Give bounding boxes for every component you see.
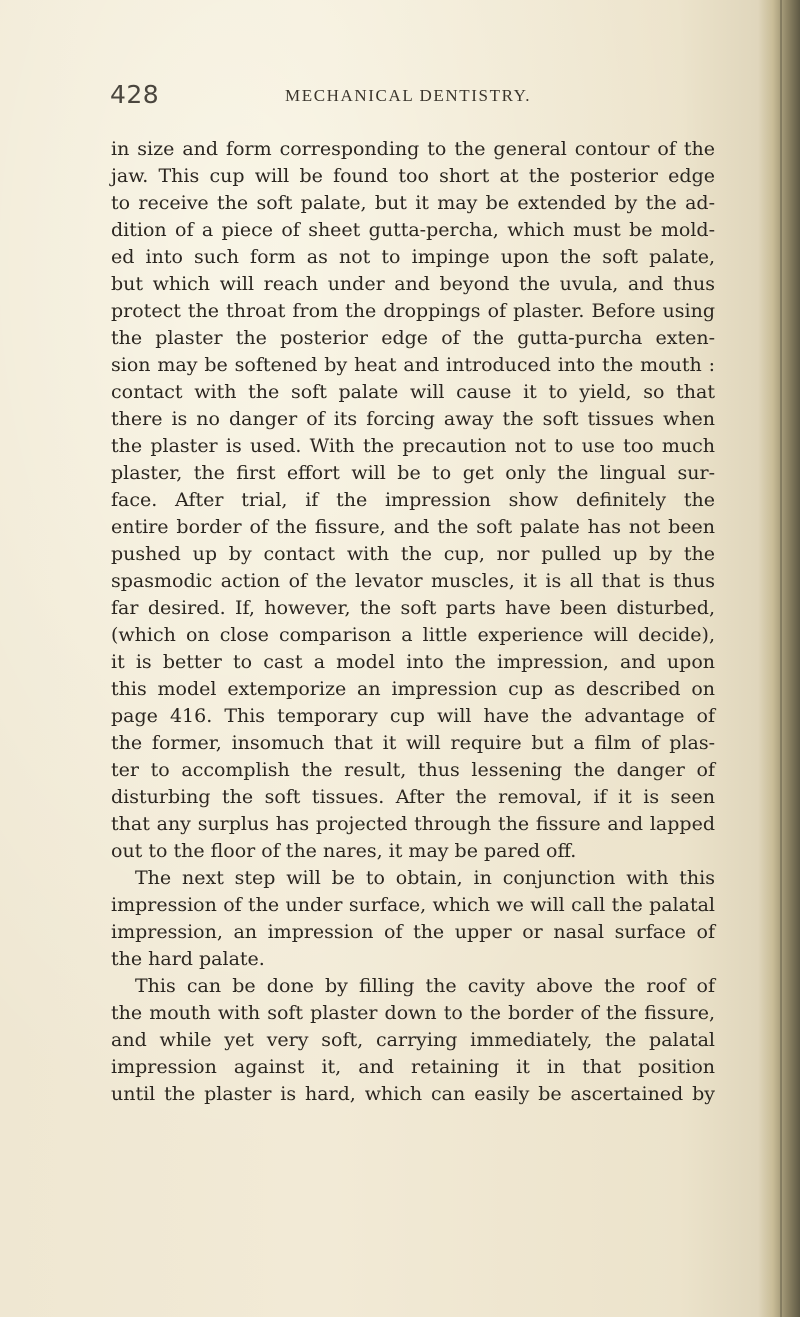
text-line: it is better to cast a model into the impression, and upon — [111, 651, 715, 673]
text-line: ed into such form as not to impinge upon the soft palate, — [111, 246, 715, 268]
text-line: plaster, the first effort will be to get only the lingual sur- — [111, 462, 715, 484]
text-line: but which will reach under and beyond the uvula, and thus — [111, 273, 715, 295]
body-text — [111, 136, 715, 1108]
running-head: MECHANICAL DENTISTRY. — [285, 86, 532, 105]
text-line: jaw. This cup will be found too short at the posterior edge — [111, 165, 715, 187]
text-line: the hard palate. — [111, 948, 265, 970]
page-number: 428 — [110, 80, 160, 109]
text-line: and while yet very soft, carrying immediately, the palatal — [111, 1029, 715, 1051]
text-line: contact with the soft palate will cause it to yield, so that — [111, 381, 715, 403]
text-line: sion may be softened by heat and introduced into the mouth : — [111, 354, 715, 376]
text-line: impression, an impression of the upper or nasal surface of — [111, 921, 715, 943]
text-line: face. After trial, if the impression show definitely the — [111, 489, 715, 511]
text-line: entire border of the fissure, and the soft palate has not been — [111, 516, 715, 538]
text-line: The next step will be to obtain, in conjunction with this — [135, 867, 715, 889]
text-line: pushed up by contact with the cup, nor pulled up by the — [111, 543, 715, 565]
page-header — [110, 80, 770, 120]
text-line: far desired. If, however, the soft parts have been disturbed, — [111, 597, 715, 619]
text-line: ter to accomplish the result, thus lessening the danger of — [111, 759, 715, 781]
text-line: impression of the under surface, which we will call the palatal — [111, 894, 715, 916]
text-line: out to the floor of the nares, it may be pared off. — [111, 840, 577, 862]
text-line: in size and form corresponding to the general contour of the — [111, 138, 715, 160]
text-line: disturbing the soft tissues. After the removal, if it is seen — [111, 786, 715, 808]
text-line: This can be done by filling the cavity above the roof of — [135, 975, 715, 997]
text-line: spasmodic action of the levator muscles, it is all that is thus — [111, 570, 715, 592]
text-line: dition of a piece of sheet gutta-percha, which must be mold- — [111, 219, 715, 241]
binding-line — [780, 0, 782, 1317]
text-line: the mouth with soft plaster down to the border of the fissure, — [111, 1002, 715, 1024]
text-line: to receive the soft palate, but it may be extended by the ad- — [111, 192, 715, 214]
text-line: the plaster is used. With the precaution not to use too much — [111, 435, 715, 457]
text-line: the plaster the posterior edge of the gutta-purcha exten- — [111, 327, 715, 349]
text-line: there is no danger of its forcing away the soft tissues when — [111, 408, 715, 430]
text-line: impression against it, and retaining it in that position — [111, 1056, 715, 1078]
text-line: the former, insomuch that it will require but a film of plas- — [111, 732, 715, 754]
text-line: (which on close comparison a little experience will decide), — [111, 624, 715, 646]
text-line: page 416. This temporary cup will have the advantage of — [111, 705, 715, 727]
text-line: protect the throat from the droppings of plaster. Before using — [111, 300, 715, 322]
page-edge-shadow — [758, 0, 800, 1317]
text-line: until the plaster is hard, which can easily be ascertained by — [111, 1083, 715, 1105]
text-line: this model extemporize an impression cup as described on — [111, 678, 715, 700]
text-line: that any surplus has projected through the fissure and lapped — [111, 813, 715, 835]
